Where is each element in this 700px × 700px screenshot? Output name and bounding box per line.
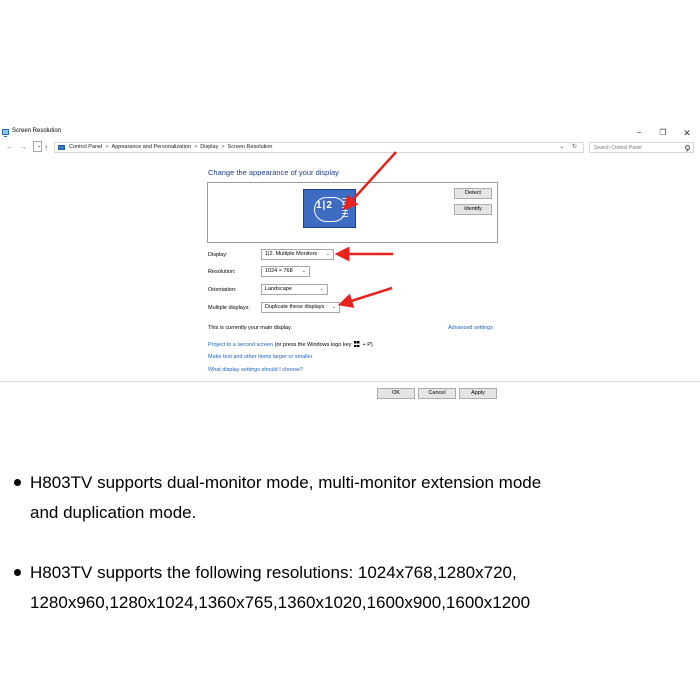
content-pane bbox=[0, 155, 700, 382]
display-value: 1|2. Multiple Monitors bbox=[265, 251, 318, 257]
search-icon[interactable] bbox=[685, 145, 690, 150]
monitor-thumbnail[interactable] bbox=[303, 189, 356, 228]
identify-button[interactable]: Identify bbox=[454, 204, 492, 215]
bullet-dot bbox=[14, 479, 21, 486]
chevron-down-icon: ⌄ bbox=[319, 286, 324, 292]
orientation-value: Landscape bbox=[265, 286, 292, 292]
multiple-displays-value: Duplicate these displays bbox=[265, 304, 325, 310]
search-placeholder: Search Control Panel bbox=[594, 145, 642, 151]
project-hint: (or press the Windows logo key bbox=[274, 342, 352, 348]
chevron-down-icon: ⌄ bbox=[325, 251, 330, 257]
text-size-link[interactable]: Make text and other items larger or smaller bbox=[208, 354, 313, 360]
project-to-second-screen-link[interactable]: Project to a second screen bbox=[208, 342, 274, 348]
title-bar bbox=[0, 126, 700, 140]
display-select[interactable] bbox=[261, 249, 334, 260]
bullet-line: H803TV supports dual-monitor mode, multi-monitor extension mode bbox=[30, 473, 542, 492]
breadcrumb-separator: > bbox=[105, 144, 109, 150]
detect-button[interactable]: Detect bbox=[454, 188, 492, 199]
display-label: Display: bbox=[208, 252, 228, 258]
chevron-down-icon: ⌄ bbox=[301, 268, 306, 274]
breadcrumb-separator: > bbox=[221, 144, 225, 150]
address-field[interactable] bbox=[54, 142, 584, 153]
bullet-line: H803TV supports the following resolutions: 1024x768,1280x720, bbox=[30, 563, 517, 582]
display-preview bbox=[207, 182, 498, 243]
breadcrumb-separator: > bbox=[194, 144, 198, 150]
breadcrumb-display[interactable]: Display bbox=[200, 144, 219, 150]
resolution-label: Resolution: bbox=[208, 269, 236, 275]
screen-resolution-window bbox=[0, 126, 700, 404]
advanced-settings-link[interactable]: Advanced settings bbox=[448, 325, 493, 331]
orientation-label: Orientation: bbox=[208, 287, 237, 293]
refresh-icon[interactable]: ⌄ ↻ bbox=[559, 144, 580, 150]
up-arrow-icon[interactable]: ↑ bbox=[44, 143, 48, 152]
maximize-button[interactable]: ❐ bbox=[659, 128, 667, 137]
multiple-displays-select[interactable] bbox=[261, 302, 340, 313]
window-title: Screen Resolution bbox=[12, 128, 62, 134]
project-hint-key: + P) bbox=[362, 342, 373, 348]
forward-arrow-icon[interactable]: → bbox=[20, 144, 27, 151]
cancel-button[interactable]: Cancel bbox=[418, 388, 456, 399]
close-button[interactable]: ✕ bbox=[683, 128, 691, 138]
chevron-down-icon: ⌄ bbox=[331, 304, 336, 310]
monitor-stack-icon bbox=[342, 198, 348, 218]
breadcrumb-screen-resolution[interactable]: Screen Resolution bbox=[227, 144, 273, 150]
bullet-line: and duplication mode. bbox=[30, 503, 197, 522]
feature-bullets bbox=[14, 468, 684, 618]
ok-button[interactable]: OK bbox=[377, 388, 415, 399]
multiple-displays-label: Multiple displays: bbox=[208, 305, 250, 311]
breadcrumb bbox=[69, 144, 275, 150]
resolution-select[interactable] bbox=[261, 266, 310, 277]
orientation-select[interactable] bbox=[261, 284, 328, 295]
main-display-note: This is currently your main display. bbox=[208, 325, 292, 331]
breadcrumb-appearance[interactable]: Appearance and Personalization bbox=[111, 144, 192, 150]
page-title: Change the appearance of your display bbox=[208, 168, 339, 177]
windows-logo-icon bbox=[354, 341, 360, 347]
bullet-line: 1280x960,1280x1024,1360x765,1360x1020,1600x900,1600x1200 bbox=[30, 593, 531, 612]
bullet-dual-monitor bbox=[14, 468, 684, 528]
bullet-resolutions bbox=[14, 558, 684, 618]
project-row bbox=[208, 341, 373, 348]
recent-locations-chevron-icon[interactable]: ⌄ bbox=[33, 141, 42, 152]
back-arrow-icon[interactable]: ← bbox=[6, 144, 13, 151]
breadcrumb-control-panel[interactable]: Control Panel bbox=[69, 144, 103, 150]
address-bar bbox=[0, 141, 700, 154]
control-panel-icon bbox=[58, 145, 65, 150]
bullet-dot bbox=[14, 569, 21, 576]
search-input[interactable] bbox=[589, 142, 694, 153]
monitor-number: 1|2 bbox=[316, 200, 333, 211]
minimize-button[interactable]: − bbox=[636, 128, 642, 137]
display-icon bbox=[2, 129, 9, 135]
apply-button[interactable]: Apply bbox=[459, 388, 497, 399]
resolution-value: 1024 × 768 bbox=[265, 268, 293, 274]
display-help-link[interactable]: What display settings should I choose? bbox=[208, 367, 304, 373]
